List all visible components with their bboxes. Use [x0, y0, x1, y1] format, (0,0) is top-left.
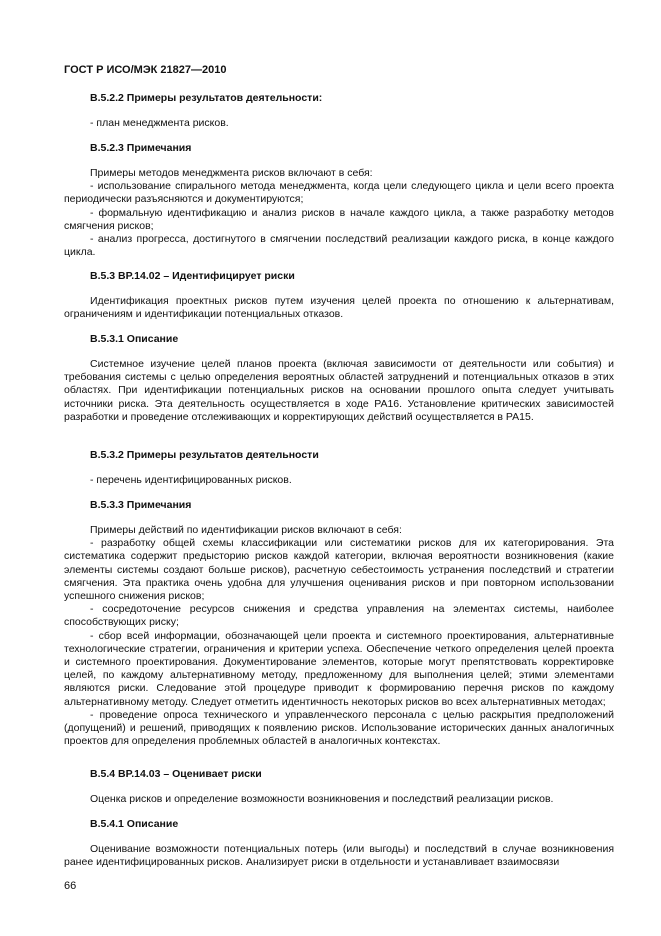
- section-heading: В.5.4 BP.14.03 – Оценивает риски: [90, 768, 262, 780]
- paragraph: Оценка рисков и определение возможности возникновения и последствий реализации рисков.: [90, 793, 554, 805]
- section-heading: В.5.3.3 Примечания: [90, 499, 192, 511]
- section-body: [64, 167, 614, 259]
- paragraph: - разработку общей схемы классификации или систематики рисков для их категорирования. Эта систематика содержит предысторию рисков каждой категории, включая вероятности возникновения (какие элементы системы создают больше рисков), расчетную себестоимость устранения последствий и стратегии смягчения. Эта практика очень удобна для улучшения оценивания рисков и при повторном использовании успешного снижения рисков;: [64, 537, 614, 603]
- paragraph: Оценивание возможности потенциальных потерь (или выгоды) и последствий в случае возникновения ранее идентифицированных рисков. Анализирует риски в отдельности и устанавливает взаимосвязи: [64, 843, 614, 869]
- section-heading: В.5.4.1 Описание: [90, 818, 179, 830]
- paragraph: - перечень идентифицированных рисков.: [90, 474, 292, 486]
- paragraph: - формальную идентификацию и анализ рисков в начале каждого цикла, а также разработку методов смягчения рисков;: [64, 206, 614, 232]
- paragraph: - анализ прогресса, достигнутого в смягчении последствий реализации каждого риска, в конце каждого цикла.: [64, 233, 614, 259]
- section-body: [64, 474, 614, 487]
- paragraph: Системное изучение целей планов проекта (включая зависимости от деятельности или события) и требования системы с целью определения вероятных областей затруднений и потенциальных отказов в этих областях. При идентификации потенциальных рисков на основании прошлого опыта следует учитывать источники риска. Эта деятельность осуществляется в ходе PA16. Установление критических зависимостей разработки и проведение отслеживающих и корректирующих действий осуществляется в PA15.: [64, 358, 614, 423]
- page-number: 66: [64, 880, 77, 892]
- paragraph: - проведение опроса технического и управленческого персонала с целью раскрытия предположений (допущений) и решений, приводящих к появлению рисков. Использование исторических данных аналогичных проектов для определения проблемных областей в аналогичных контекстах.: [64, 708, 614, 748]
- section-body: [64, 117, 614, 130]
- section-body: [64, 793, 614, 806]
- paragraph: Примеры методов менеджмента рисков включают в себя:: [90, 167, 373, 179]
- paragraph: - использование спирального метода менеджмента, когда цели следующего цикла и цели всего проекта периодически разъясняются и документируются;: [64, 180, 614, 206]
- section-body: [64, 524, 614, 748]
- paragraph: - сбор всей информации, обозначающей цели проекта и системного проектирования, альтернативные технологические стратегии, ограничения и критерии успеха. Обеспечение четкого определения целей проекта и системного проектирования. Документирование элементов, которые могут препятствовать корректировке целей, по каждому альтернативному методу, предложенному для выполнения целей; этими элементами являются риски. Следование этой процедуре приводит к формированию перечня рисков по каждому альтернативному методу. Следует отметить идентичность некоторых рисков во всех альтернативных методах;: [64, 629, 614, 708]
- paragraph: Примеры действий по идентификации рисков включают в себя:: [90, 524, 402, 536]
- paragraph: - сосредоточение ресурсов снижения и средства управления на элементах системы, наиболее способствующих риску;: [64, 603, 614, 629]
- document-header: ГОСТ Р ИСО/МЭК 21827—2010: [64, 64, 227, 76]
- section-heading: В.5.2.2 Примеры результатов деятельности:: [90, 92, 323, 104]
- section-heading: В.5.2.3 Примечания: [90, 142, 192, 154]
- paragraph: Идентификация проектных рисков путем изучения целей проекта по отношению к альтернативам, ограничениям и идентификации потенциальных отказов.: [64, 295, 614, 321]
- paragraph: - план менеджмента рисков.: [90, 117, 229, 129]
- section-heading: В.5.3.1 Описание: [90, 333, 179, 345]
- section-body: [64, 295, 614, 321]
- section-body: [64, 843, 614, 869]
- section-heading: В.5.3.2 Примеры результатов деятельности: [90, 449, 319, 461]
- section-heading: В.5.3 BP.14.02 – Идентифицирует риски: [90, 270, 295, 282]
- section-body: [64, 358, 614, 424]
